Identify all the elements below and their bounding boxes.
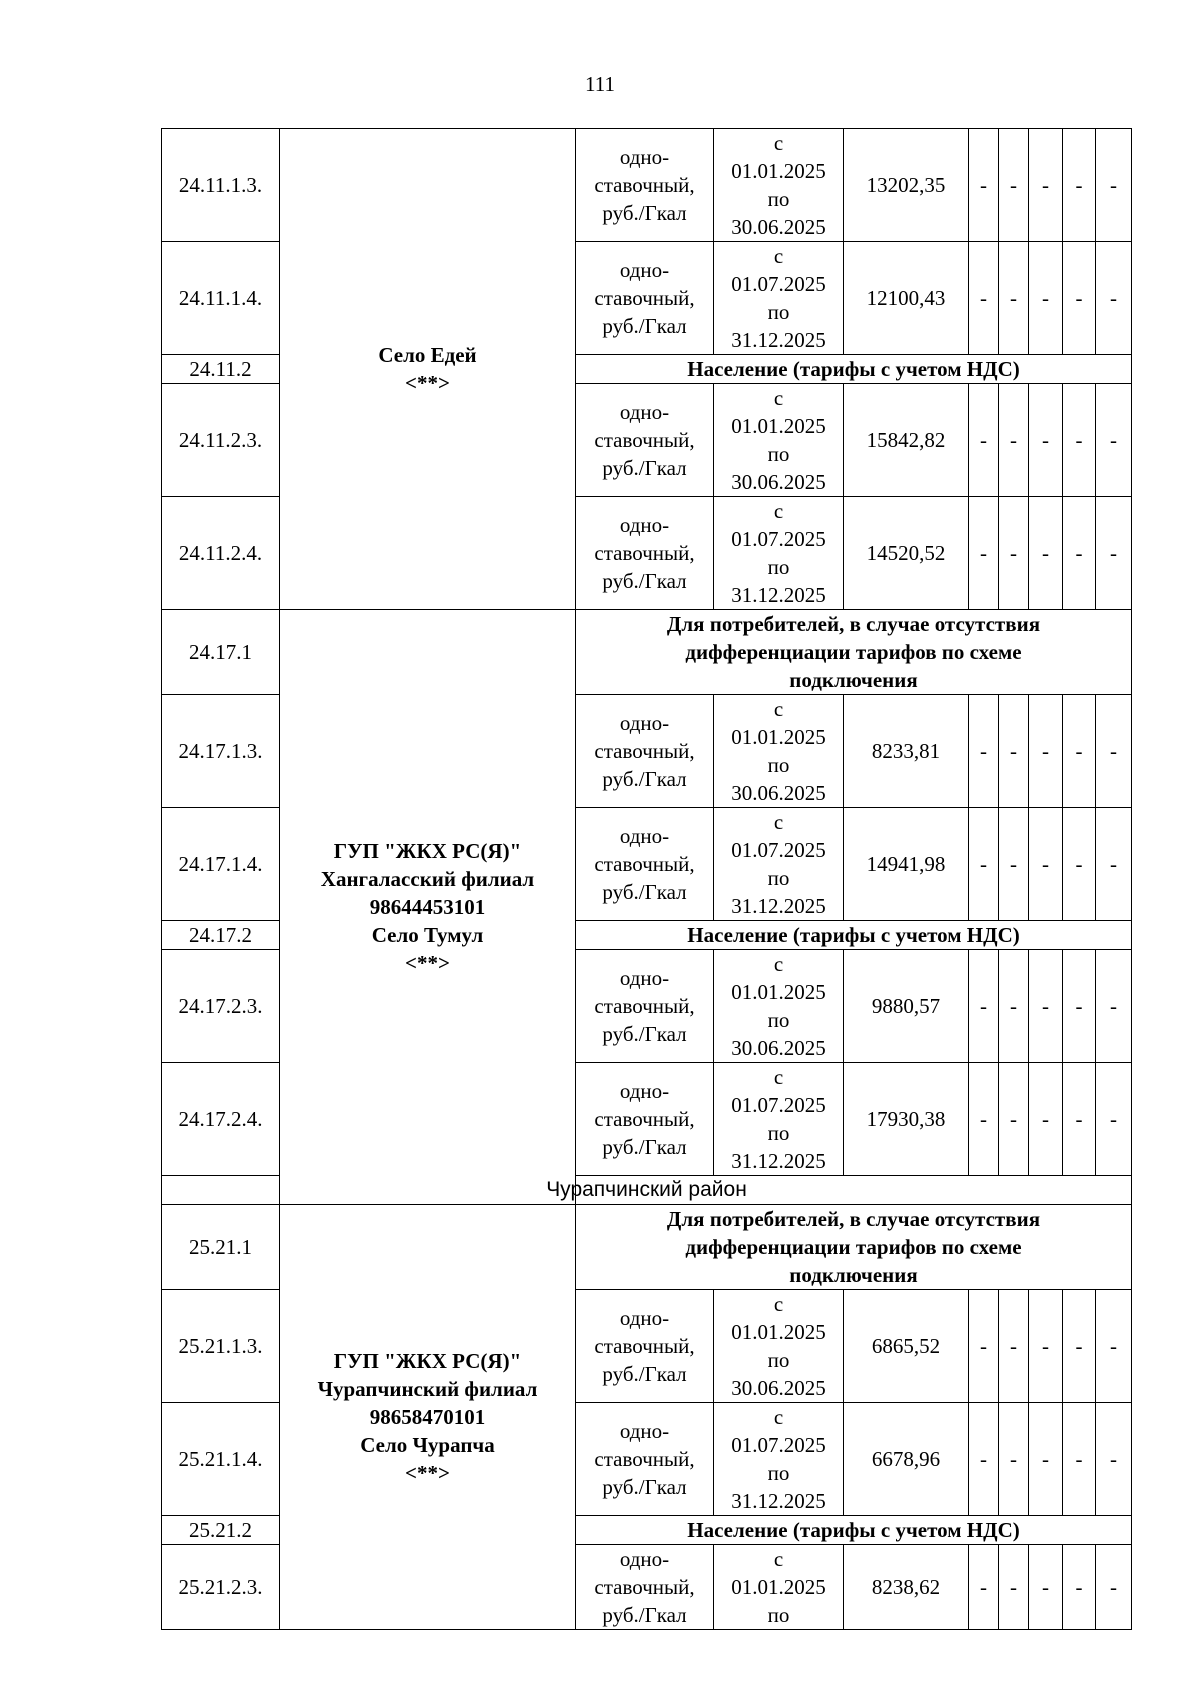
row-code: 24.17.1 (162, 610, 280, 695)
dash-cell: - (1063, 808, 1096, 921)
org-line: ГУП "ЖКХ РС(Я)" (333, 1349, 522, 1373)
table-row (162, 1205, 1132, 1290)
period-line: 31.12.2025 (731, 328, 826, 352)
org-line: ГУП "ЖКХ РС(Я)" (333, 839, 522, 863)
period-line: 31.12.2025 (731, 583, 826, 607)
rate-type-line: одно- (619, 1306, 670, 1330)
dash-cell: - (1063, 950, 1096, 1063)
row-code: 24.11.2.3. (162, 384, 280, 497)
period-cell (714, 129, 844, 242)
dash-cell: - (1029, 808, 1063, 921)
dash-cell: - (1029, 129, 1063, 242)
dash-cell: - (1063, 1403, 1096, 1516)
period-cell (714, 695, 844, 808)
period-line: 01.01.2025 (731, 159, 826, 183)
org-line: <**> (405, 951, 450, 975)
dash-cell: - (1063, 384, 1096, 497)
org-line: <**> (405, 1461, 450, 1485)
period-line: по (767, 300, 790, 324)
dash-cell: - (1096, 384, 1132, 497)
dash-cell: - (1029, 384, 1063, 497)
org-cell-tumul (280, 610, 576, 1205)
dash-cell: - (999, 1063, 1029, 1176)
period-cell (714, 1063, 844, 1176)
period-line: с (773, 1065, 784, 1089)
tariff-table (161, 128, 1132, 1630)
dash-cell: - (969, 242, 999, 355)
rate-type-cell (576, 808, 714, 921)
row-code: 24.17.2 (162, 921, 280, 950)
dash-cell: - (1063, 1545, 1096, 1630)
period-line: 01.01.2025 (731, 980, 826, 1004)
period-cell (714, 808, 844, 921)
dash-cell: - (1096, 1063, 1132, 1176)
period-line: 30.06.2025 (731, 781, 826, 805)
org-line: Хангаласский филиал (320, 867, 535, 891)
district-header: Чурапчинский район (162, 1176, 1132, 1205)
dash-cell: - (1096, 808, 1132, 921)
dash-cell: - (969, 808, 999, 921)
row-code: 25.21.1.3. (162, 1290, 280, 1403)
period-line: 01.01.2025 (731, 1320, 826, 1344)
dash-cell: - (1096, 1403, 1132, 1516)
dash-cell: - (1063, 695, 1096, 808)
table-row (162, 610, 1132, 695)
period-line: по (767, 1348, 790, 1372)
row-code: 25.21.1.4. (162, 1403, 280, 1516)
dash-cell: - (969, 1290, 999, 1403)
dash-cell: - (969, 1545, 999, 1630)
dash-cell: - (999, 384, 1029, 497)
dash-cell: - (969, 1063, 999, 1176)
rate-type-cell (576, 950, 714, 1063)
org-cell-edey (280, 129, 576, 610)
rate-type-line: руб./Гкал (602, 767, 687, 791)
section-title-line: подключения (789, 668, 918, 692)
period-cell (714, 1545, 844, 1630)
dash-cell: - (969, 695, 999, 808)
rate-type-line: одно- (619, 1547, 670, 1571)
dash-cell: - (969, 129, 999, 242)
period-line: 30.06.2025 (731, 215, 826, 239)
dash-cell: - (999, 129, 1029, 242)
period-line: по (767, 866, 790, 890)
period-line: по (767, 1461, 790, 1485)
org-line: 98644453101 (369, 895, 486, 919)
rate-type-line: одно- (619, 1079, 670, 1103)
tariff-value: 14941,98 (844, 808, 969, 921)
period-line: 01.01.2025 (731, 1575, 826, 1599)
dash-cell: - (999, 808, 1029, 921)
period-cell (714, 384, 844, 497)
rate-type-line: руб./Гкал (602, 1603, 687, 1627)
period-line: 31.12.2025 (731, 894, 826, 918)
table-row (162, 1176, 1132, 1205)
dash-cell: - (1029, 950, 1063, 1063)
period-line: по (767, 1121, 790, 1145)
section-title-line: Для потребителей, в случае отсутствия (666, 612, 1041, 636)
rate-type-cell (576, 129, 714, 242)
period-line: 01.07.2025 (731, 1433, 826, 1457)
rate-type-line: ставочный, (594, 173, 695, 197)
dash-cell: - (999, 1403, 1029, 1516)
period-line: с (773, 499, 784, 523)
rate-type-line: ставочный, (594, 428, 695, 452)
dash-cell: - (969, 1403, 999, 1516)
dash-cell: - (1063, 129, 1096, 242)
page-number: 111 (585, 72, 615, 96)
rate-type-line: ставочный, (594, 286, 695, 310)
rate-type-line: ставочный, (594, 1107, 695, 1131)
period-line: с (773, 697, 784, 721)
tariff-value: 17930,38 (844, 1063, 969, 1176)
dash-cell: - (1096, 1290, 1132, 1403)
org-line: Село Тумул (371, 923, 484, 947)
period-cell (714, 497, 844, 610)
row-code: 25.21.2.3. (162, 1545, 280, 1630)
dash-cell: - (969, 384, 999, 497)
dash-cell: - (1029, 695, 1063, 808)
period-line: 30.06.2025 (731, 1376, 826, 1400)
period-line: по (767, 753, 790, 777)
dash-cell: - (1029, 1403, 1063, 1516)
rate-type-line: одно- (619, 1419, 670, 1443)
rate-type-cell (576, 497, 714, 610)
rate-type-line: ставочный, (594, 994, 695, 1018)
dash-cell: - (1029, 1545, 1063, 1630)
rate-type-line: одно- (619, 258, 670, 282)
rate-type-line: одно- (619, 711, 670, 735)
section-title-general (576, 1205, 1132, 1290)
period-line: с (773, 131, 784, 155)
period-line: 01.07.2025 (731, 838, 826, 862)
rate-type-line: одно- (619, 966, 670, 990)
org-line: Село Чурапча (360, 1433, 495, 1457)
rate-type-cell (576, 1063, 714, 1176)
period-cell (714, 242, 844, 355)
dash-cell: - (1096, 695, 1132, 808)
period-line: с (773, 1547, 784, 1571)
dash-cell: - (1096, 1545, 1132, 1630)
section-title-population: Население (тарифы с учетом НДС) (576, 921, 1132, 950)
rate-type-line: руб./Гкал (602, 1135, 687, 1159)
org-line: Чурапчинский филиал (317, 1377, 538, 1401)
rate-type-cell (576, 384, 714, 497)
rate-type-cell (576, 695, 714, 808)
period-line: 31.12.2025 (731, 1149, 826, 1173)
org-cell-churapcha (280, 1205, 576, 1630)
tariff-value: 9880,57 (844, 950, 969, 1063)
table-row (162, 129, 1132, 242)
period-line: 01.01.2025 (731, 414, 826, 438)
rate-type-line: руб./Гкал (602, 314, 687, 338)
dash-cell: - (1063, 1290, 1096, 1403)
row-code: 24.17.2.3. (162, 950, 280, 1063)
dash-cell: - (999, 695, 1029, 808)
row-code: 24.11.1.3. (162, 129, 280, 242)
rate-type-line: руб./Гкал (602, 880, 687, 904)
section-title-line: дифференциации тарифов по схеме (685, 1235, 1022, 1259)
period-line: с (773, 952, 784, 976)
dash-cell: - (1029, 242, 1063, 355)
period-line: с (773, 810, 784, 834)
period-line: с (773, 244, 784, 268)
rate-type-line: ставочный, (594, 541, 695, 565)
period-line: 30.06.2025 (731, 470, 826, 494)
dash-cell: - (1029, 1290, 1063, 1403)
rate-type-line: руб./Гкал (602, 1475, 687, 1499)
rate-type-line: ставочный, (594, 852, 695, 876)
period-cell (714, 1403, 844, 1516)
rate-type-line: ставочный, (594, 1447, 695, 1471)
rate-type-cell (576, 1290, 714, 1403)
rate-type-line: ставочный, (594, 1575, 695, 1599)
section-title-line: Для потребителей, в случае отсутствия (666, 1207, 1041, 1231)
row-code: 25.21.2 (162, 1516, 280, 1545)
tariff-value: 8238,62 (844, 1545, 969, 1630)
period-line: по (767, 1603, 790, 1627)
rate-type-line: руб./Гкал (602, 1022, 687, 1046)
period-cell (714, 1290, 844, 1403)
org-line: <**> (405, 371, 450, 395)
dash-cell: - (969, 497, 999, 610)
period-line: по (767, 555, 790, 579)
section-title-population: Население (тарифы с учетом НДС) (576, 1516, 1132, 1545)
dash-cell: - (999, 1545, 1029, 1630)
period-line: 30.06.2025 (731, 1036, 826, 1060)
tariff-value: 12100,43 (844, 242, 969, 355)
rate-type-cell (576, 1403, 714, 1516)
dash-cell: - (1063, 242, 1096, 355)
tariff-value: 14520,52 (844, 497, 969, 610)
period-line: 01.01.2025 (731, 725, 826, 749)
period-line: по (767, 187, 790, 211)
dash-cell: - (999, 497, 1029, 610)
period-line: с (773, 1405, 784, 1429)
period-line: 31.12.2025 (731, 1489, 826, 1513)
dash-cell: - (1096, 242, 1132, 355)
org-line: 98658470101 (369, 1405, 486, 1429)
rate-type-line: ставочный, (594, 739, 695, 763)
rate-type-line: одно- (619, 145, 670, 169)
row-code: 24.17.1.4. (162, 808, 280, 921)
period-cell (714, 950, 844, 1063)
section-title-general (576, 610, 1132, 695)
period-line: с (773, 1292, 784, 1316)
rate-type-line: руб./Гкал (602, 201, 687, 225)
period-line: по (767, 442, 790, 466)
period-line: по (767, 1008, 790, 1032)
row-code: 24.11.2.4. (162, 497, 280, 610)
period-line: 01.07.2025 (731, 527, 826, 551)
row-code: 24.17.1.3. (162, 695, 280, 808)
tariff-value: 6678,96 (844, 1403, 969, 1516)
rate-type-line: руб./Гкал (602, 569, 687, 593)
dash-cell: - (1096, 129, 1132, 242)
tariff-value: 13202,35 (844, 129, 969, 242)
dash-cell: - (1063, 1063, 1096, 1176)
row-code: 25.21.1 (162, 1205, 280, 1290)
period-line: с (773, 386, 784, 410)
row-code: 24.11.2 (162, 355, 280, 384)
section-title-population: Население (тарифы с учетом НДС) (576, 355, 1132, 384)
dash-cell: - (999, 950, 1029, 1063)
rate-type-line: одно- (619, 400, 670, 424)
dash-cell: - (1029, 1063, 1063, 1176)
dash-cell: - (1063, 497, 1096, 610)
tariff-value: 8233,81 (844, 695, 969, 808)
period-line: 01.07.2025 (731, 1093, 826, 1117)
rate-type-line: одно- (619, 824, 670, 848)
section-title-line: дифференциации тарифов по схеме (685, 640, 1022, 664)
rate-type-cell (576, 1545, 714, 1630)
section-title-line: подключения (789, 1263, 918, 1287)
dash-cell: - (1096, 950, 1132, 1063)
dash-cell: - (1029, 497, 1063, 610)
dash-cell: - (999, 242, 1029, 355)
period-line: 01.07.2025 (731, 272, 826, 296)
org-line: Село Едей (378, 343, 477, 367)
rate-type-line: ставочный, (594, 1334, 695, 1358)
dash-cell: - (1096, 497, 1132, 610)
tariff-value: 15842,82 (844, 384, 969, 497)
rate-type-line: руб./Гкал (602, 1362, 687, 1386)
row-code: 24.11.1.4. (162, 242, 280, 355)
tariff-value: 6865,52 (844, 1290, 969, 1403)
dash-cell: - (999, 1290, 1029, 1403)
rate-type-line: руб./Гкал (602, 456, 687, 480)
rate-type-cell (576, 242, 714, 355)
rate-type-line: одно- (619, 513, 670, 537)
dash-cell: - (969, 950, 999, 1063)
row-code: 24.17.2.4. (162, 1063, 280, 1176)
